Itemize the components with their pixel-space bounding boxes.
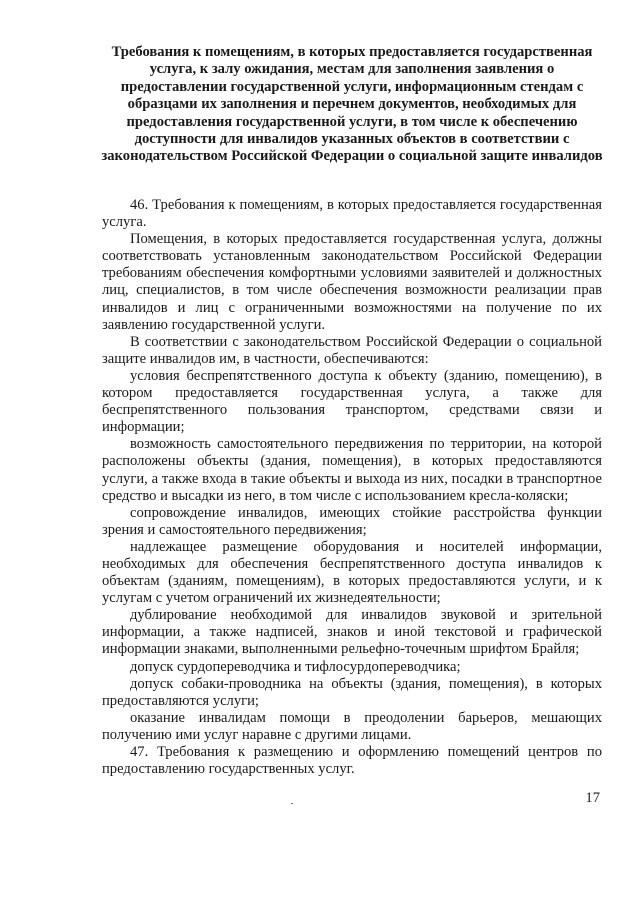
section-heading: Требования к помещениям, в которых предоставляется государственная услуга, к залу ожидания, местам для заполнения заявления о предоставлении государственной услуги, информационным стендам с образцами их заполнения и перечнем документов, необходимых для предоставления государственной услуги, в том числе к обеспечению доступности для инвалидов указанных объектов в соответствии с законодательством Российской Федерации о социальной защите инвалидов [101,44,603,165]
list-item-assistance: оказание инвалидам помощи в преодолении барьеров, мешающих получению ими услуг наравне с другими лицами. [102,709,602,743]
page-number: 17 [585,790,600,806]
scan-speck [291,803,293,804]
list-item-access-conditions: условия беспрепятственного доступа к объекту (зданию, помещению), в котором предоставляется государственная услуга, а также для беспрепятственного пользования транспортом, средствами связи и информации; [102,367,602,436]
list-item-escort: сопровождение инвалидов, имеющих стойкие расстройства функции зрения и самостоятельного передвижения; [102,504,602,538]
list-item-equipment-placement: надлежащее размещение оборудования и носителей информации, необходимых для обеспечения беспрепятственного доступа инвалидов к объектам (зданиям, помещениям), в которых предоставляются услуги, и к услугам с учетом ограничений их жизнедеятельности; [102,538,602,607]
paragraph-47: 47. Требования к размещению и оформлению помещений центров по предоставлению государственных услуг. [102,744,602,778]
list-item-movement: возможность самостоятельного передвижения по территории, на которой расположены объекты (здания, помещения), в которых предоставляются услуги, а также входа в такие объекты и выхода из них, посадки в транспортное средство и высадки из него, в том числе с использованием кресла-коляски; [102,436,602,504]
list-item-guide-dog: допуск собаки-проводника на объекты (здания, помещения), в которых предоставляются услуги; [102,675,602,709]
body-text [102,197,602,778]
list-item-sign-interpreter: допуск сурдопереводчика и тифлосурдопереводчика; [130,658,461,675]
paragraph-46: 46. Требования к помещениям, в которых предоставляется государственная услуга. [102,197,602,231]
paragraph-premises: Помещения, в которых предоставляется государственная услуга, должны соответствовать установленным законодательством Российской Федерации требованиям обеспечения комфортными условиями заявителей и должностных лиц, специалистов, в том числе обеспечения возможности реализации прав инвалидов и лиц с ограниченными возможностями на получение по их заявлению государственной услуги. [102,231,602,333]
list-item-duplication: дублирование необходимой для инвалидов звуковой и зрительной информации, а также надписей, знаков и иной текстовой и графической информации знаками, выполненными рельефно-точечным шрифтом Брайля; [102,607,602,658]
paragraph-legislation: В соответствии с законодательством Российской Федерации о социальной защите инвалидов им, в частности, обеспечиваются: [102,333,602,367]
